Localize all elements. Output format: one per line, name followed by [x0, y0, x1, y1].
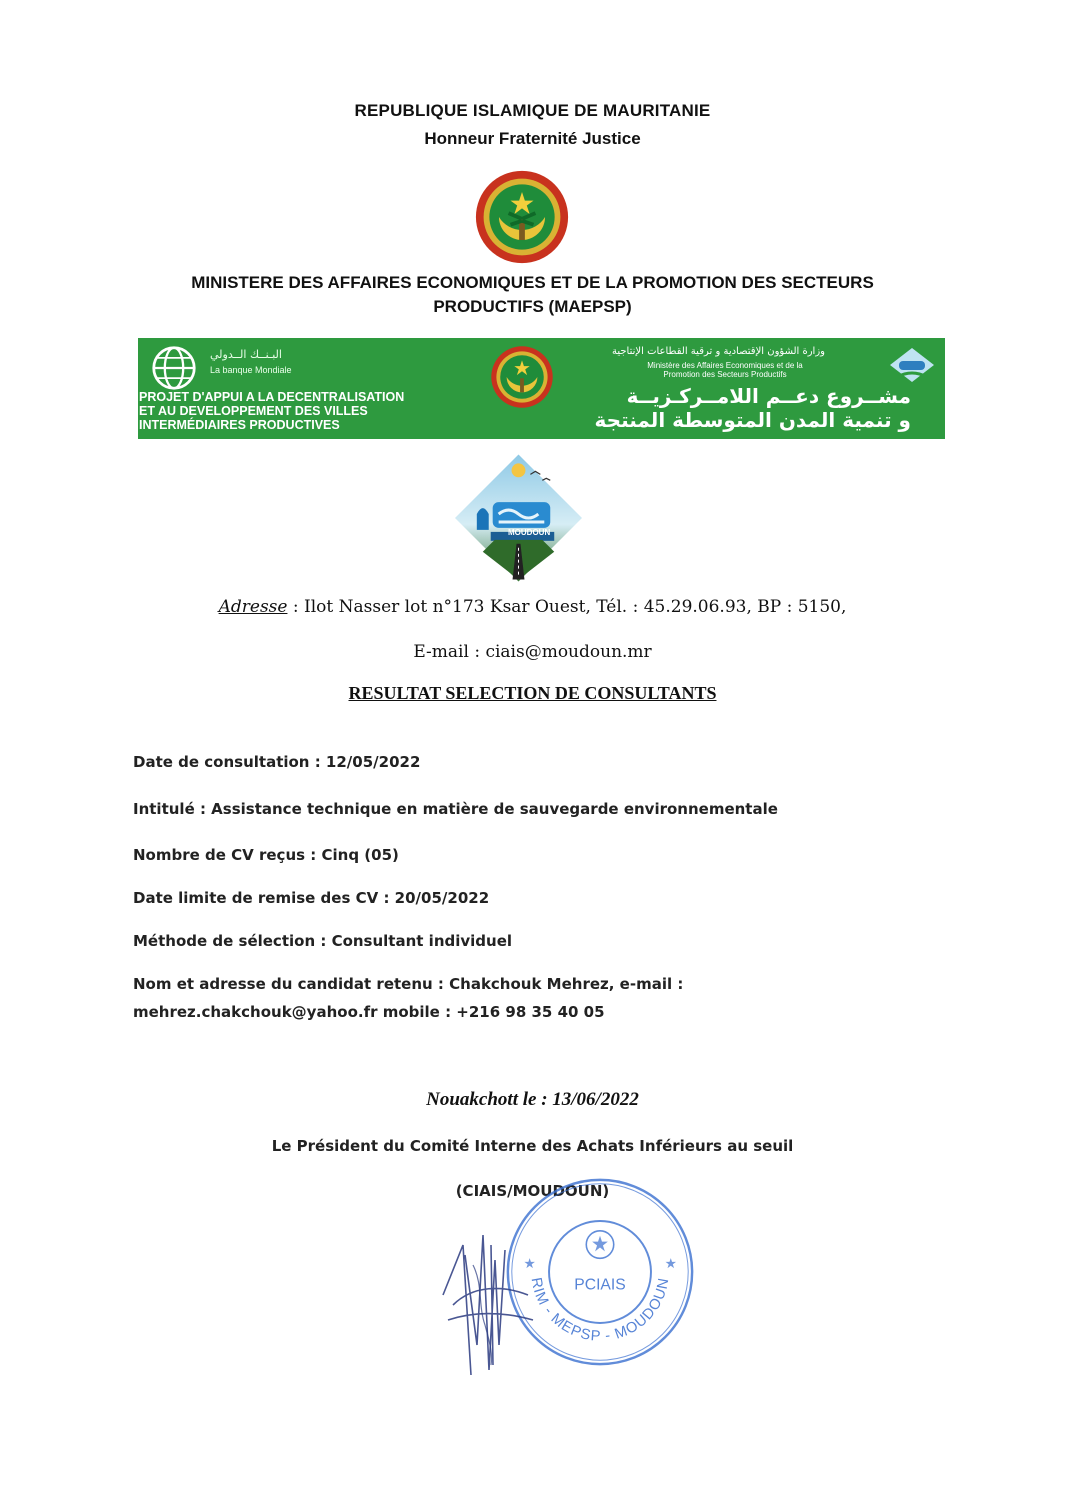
- field-candidat: [133, 970, 933, 1026]
- committee-name: (CIAIS/MOUDOUN): [455, 1182, 610, 1200]
- place-date: Nouakchott le : 13/06/2022: [426, 1089, 639, 1110]
- ministry-arabic: وزارة الشؤون الإقتصادية و ترقية القطاعات الإنتاجية: [612, 346, 825, 357]
- project-line-2: ET AU DEVELOPPEMENT DES VILLES: [139, 404, 368, 418]
- ministry-french: [630, 361, 820, 379]
- field-intitule: Intitulé : Assistance technique en matière de sauvegarde environnementale: [133, 800, 778, 818]
- ministry-line-2: PRODUCTIFS (MAEPSP): [433, 297, 632, 316]
- signature-icon: [433, 1225, 543, 1375]
- project-line-1: PROJET D'APPUI A LA DECENTRALISATION: [139, 390, 405, 404]
- field-nombre-cv: Nombre de CV reçus : Cinq (05): [133, 846, 399, 864]
- project-banner: [138, 338, 945, 439]
- field-date-consultation: Date de consultation : 12/05/2022: [133, 753, 421, 771]
- project-name-french: [139, 390, 404, 432]
- field-methode: Méthode de sélection : Consultant individuel: [133, 932, 513, 950]
- world-bank-arabic: البـنــك الــدولي: [210, 348, 282, 361]
- moudoun-mini-logo-icon: [889, 347, 935, 383]
- address-line: [0, 597, 1065, 617]
- stamp-center-text: PCIAIS: [574, 1276, 626, 1294]
- svg-text:★: ★: [523, 1256, 536, 1273]
- address-label: Adresse: [218, 597, 288, 617]
- address-text: : Ilot Nasser lot n°173 Ksar Ouest, Tél. : 45.29.06.93, BP : 5150,: [287, 597, 847, 617]
- stamp-ring-text: RIM - MEPSP - MOUDOUN: [527, 1276, 673, 1345]
- ministry-french-line-1: Ministère des Affaires Economiques et de la: [647, 361, 803, 370]
- svg-text:★: ★: [664, 1256, 677, 1273]
- ministry-line-1: MINISTERE DES AFFAIRES ECONOMIQUES ET DE LA PROMOTION DES SECTEURS: [191, 273, 874, 292]
- country-heading: REPUBLIQUE ISLAMIQUE DE MAURITANIE: [354, 101, 711, 120]
- ministry-heading: [0, 271, 1065, 319]
- project-arabic-line-1: مشــروع دعــم اللامــركـزيــة: [626, 384, 911, 408]
- moudoun-logo-icon: [453, 452, 584, 584]
- project-line-3: INTERMÉDIAIRES PRODUCTIVES: [139, 418, 340, 432]
- national-seal-icon: [474, 169, 570, 265]
- national-motto: Honneur Fraternité Justice: [424, 129, 641, 148]
- field-candidat-line-1: Nom et adresse du candidat retenu : Chakchouk Mehrez, e-mail :: [133, 975, 684, 993]
- national-seal-small-icon: [490, 345, 554, 409]
- world-bank-french: La banque Mondiale: [210, 365, 292, 375]
- field-date-limite: Date limite de remise des CV : 20/05/2022: [133, 889, 490, 907]
- moudoun-logo-label: MOUDOUN: [508, 528, 551, 537]
- field-candidat-line-2: mehrez.chakchouk@yahoo.fr mobile : +216 98 35 40 05: [133, 1003, 605, 1021]
- project-name-arabic: [595, 384, 911, 432]
- president-title: Le Président du Comité Interne des Achats Inférieurs au seuil: [271, 1137, 794, 1155]
- email-line: E-mail : ciais@moudoun.mr: [413, 642, 652, 662]
- document-title: RESULTAT SELECTION DE CONSULTANTS: [348, 683, 717, 703]
- world-bank-globe-icon: [151, 345, 197, 391]
- ministry-french-line-2: Promotion des Secteurs Productifs: [663, 370, 787, 379]
- project-arabic-line-2: و تنمية المدن المتوسطة المنتجة: [594, 408, 911, 432]
